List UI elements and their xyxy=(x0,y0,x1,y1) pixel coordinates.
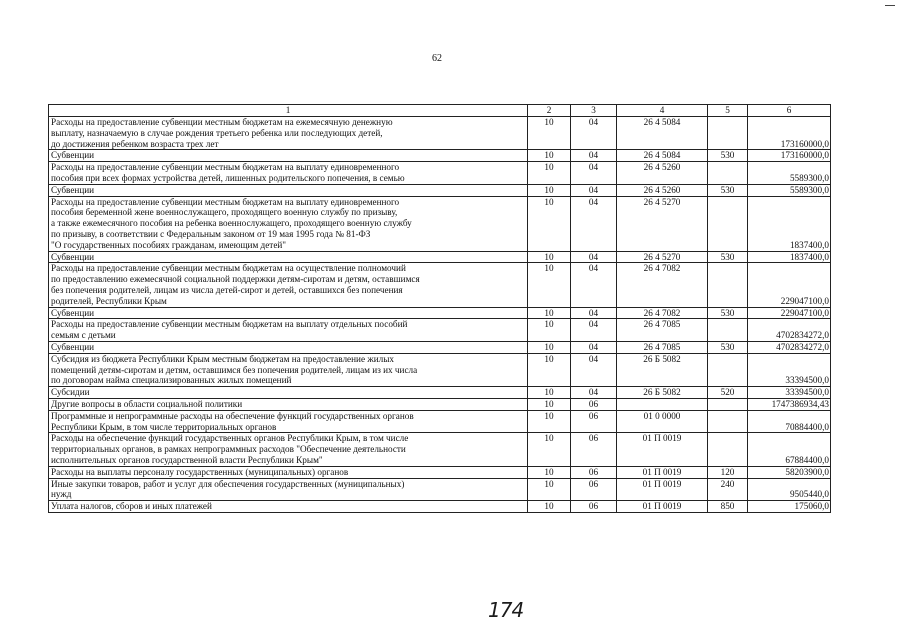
section-code: 10 xyxy=(528,117,571,150)
subsection-code: 04 xyxy=(571,307,617,319)
amount: 67884400,0 xyxy=(748,433,831,466)
target-article-code: 26 4 5260 xyxy=(617,162,708,185)
section-code: 10 xyxy=(528,196,571,251)
expense-type-code: 530 xyxy=(708,251,748,263)
subsection-code: 04 xyxy=(571,341,617,353)
target-article-code: 26 Б 5082 xyxy=(617,387,708,399)
description-line: Субвенции xyxy=(51,307,95,318)
description-line: Субвенции xyxy=(51,251,95,262)
description-line: а также ежемесячного пособия на ребенка военнослужащего, проходящего военную службу xyxy=(51,218,412,229)
description-line: "О государственных пособиях гражданам, имеющим детей" xyxy=(51,239,287,250)
description-line: семьям с детьми xyxy=(51,330,116,341)
description-line: родителей, Республики Крым xyxy=(51,295,167,306)
column-header: 4 xyxy=(617,105,708,117)
description-line: Расходы на предоставление субвенции местным бюджетам на выплату единовременного xyxy=(51,162,400,173)
corner-mark xyxy=(885,5,895,6)
expense-type-code: 530 xyxy=(708,184,748,196)
section-code: 10 xyxy=(528,478,571,501)
section-code: 10 xyxy=(528,184,571,196)
section-code: 10 xyxy=(528,353,571,386)
description-line: Расходы на обеспечение функций государственных органов Республики Крым, в том числе xyxy=(51,433,409,444)
expense-type-code xyxy=(708,263,748,307)
column-header: 2 xyxy=(528,105,571,117)
description-line: выплату, назначаемую в случае рождения третьего ребенка или последующих детей, xyxy=(51,127,383,138)
subsection-code: 04 xyxy=(571,150,617,162)
table-row xyxy=(49,398,831,410)
subsection-code: 04 xyxy=(571,162,617,185)
amount: 1837400,0 xyxy=(748,196,831,251)
section-code: 10 xyxy=(528,150,571,162)
row-description xyxy=(49,478,528,501)
amount: 58203900,0 xyxy=(748,466,831,478)
section-code: 10 xyxy=(528,433,571,466)
table-row xyxy=(49,184,831,196)
row-description xyxy=(49,341,528,353)
table-row xyxy=(49,150,831,162)
description-line: пособия при всех формах устройства детей, лишенных родительского попечения, в семью xyxy=(51,172,405,183)
row-description xyxy=(49,387,528,399)
table-row xyxy=(49,501,831,513)
target-article-code: 26 4 7082 xyxy=(617,263,708,307)
description-line: по договорам найма специализированных жилых помещений xyxy=(51,375,292,386)
amount: 173160000,0 xyxy=(748,117,831,150)
description-line: пособия беременной жене военнослужащего, проходящего военную службу по призыву, xyxy=(51,207,398,218)
description-line: помещений детям-сиротам и детям, оставшимся без попечения родителей, лицам из их числа xyxy=(51,364,418,375)
expense-type-code xyxy=(708,162,748,185)
amount: 229047100,0 xyxy=(748,307,831,319)
header-row xyxy=(49,105,831,117)
expense-type-code: 120 xyxy=(708,466,748,478)
expense-type-code: 520 xyxy=(708,387,748,399)
row-description xyxy=(49,150,528,162)
page-number: 62 xyxy=(432,53,442,64)
row-description xyxy=(49,319,528,342)
amount: 229047100,0 xyxy=(748,263,831,307)
expense-type-code xyxy=(708,433,748,466)
subsection-code: 06 xyxy=(571,466,617,478)
description-line: территориальных органов, в рамках непрограммных расходов "Обеспечение деятельности xyxy=(51,444,406,455)
section-code: 10 xyxy=(528,162,571,185)
target-article-code: 01 П 0019 xyxy=(617,433,708,466)
row-description xyxy=(49,196,528,251)
subsection-code: 04 xyxy=(571,353,617,386)
table-row xyxy=(49,410,831,433)
table-row xyxy=(49,341,831,353)
expense-type-code: 240 xyxy=(708,478,748,501)
amount: 70884400,0 xyxy=(748,410,831,433)
expense-type-code: 530 xyxy=(708,341,748,353)
description-line: Субвенции xyxy=(51,184,95,195)
target-article-code: 26 Б 5082 xyxy=(617,353,708,386)
description-line: по призыву, в соответствии с Федеральным законом от 19 мая 1995 года № 81-ФЗ xyxy=(51,228,371,239)
expense-type-code xyxy=(708,410,748,433)
table-row xyxy=(49,117,831,150)
amount: 5589300,0 xyxy=(748,162,831,185)
table-row xyxy=(49,387,831,399)
description-line: до достижения ребенком возраста трех лет xyxy=(51,138,219,149)
table-row xyxy=(49,478,831,501)
description-line: Другие вопросы в области социальной политики xyxy=(51,398,243,409)
description-line: Расходы на предоставление субвенции местным бюджетам на выплату единовременного xyxy=(51,196,400,207)
target-article-code: 01 П 0019 xyxy=(617,501,708,513)
subsection-code: 06 xyxy=(571,501,617,513)
handwritten-page-number: 174 xyxy=(488,598,524,622)
amount: 1747386934,43 xyxy=(748,398,831,410)
expense-type-code xyxy=(708,353,748,386)
row-description xyxy=(49,263,528,307)
table-row xyxy=(49,353,831,386)
target-article-code xyxy=(617,398,708,410)
description-line: без попечения родителей, лицам из числа детей-сирот и детей, оставшихся без попечения xyxy=(51,284,403,295)
subsection-code: 04 xyxy=(571,387,617,399)
table-body xyxy=(49,117,831,513)
table-row xyxy=(49,307,831,319)
table-row xyxy=(49,466,831,478)
amount: 4702834272,0 xyxy=(748,341,831,353)
description-line: нужд xyxy=(51,489,72,500)
section-code: 10 xyxy=(528,319,571,342)
amount: 1837400,0 xyxy=(748,251,831,263)
subsection-code: 04 xyxy=(571,184,617,196)
expense-type-code: 530 xyxy=(708,307,748,319)
row-description xyxy=(49,117,528,150)
section-code: 10 xyxy=(528,387,571,399)
amount: 173160000,0 xyxy=(748,150,831,162)
column-header: 3 xyxy=(571,105,617,117)
row-description xyxy=(49,251,528,263)
description-line: по предоставлению ежемесячной социальной поддержки детям-сиротам и детям, оставшимся xyxy=(51,274,420,285)
section-code: 10 xyxy=(528,398,571,410)
row-description xyxy=(49,410,528,433)
subsection-code: 04 xyxy=(571,319,617,342)
description-line: Расходы на предоставление субвенции местным бюджетам на ежемесячную денежную xyxy=(51,117,393,127)
description-line: Субсидия из бюджета Республики Крым местным бюджетам на предоставление жилых xyxy=(51,353,394,364)
column-header: 5 xyxy=(708,105,748,117)
amount: 5589300,0 xyxy=(748,184,831,196)
target-article-code: 26 4 5260 xyxy=(617,184,708,196)
section-code: 10 xyxy=(528,466,571,478)
description-line: Уплата налогов, сборов и иных платежей xyxy=(51,501,212,512)
target-article-code: 01 П 0019 xyxy=(617,466,708,478)
section-code: 10 xyxy=(528,251,571,263)
description-line: Расходы на предоставление субвенции местным бюджетам на выплату отдельных пособий xyxy=(51,319,408,330)
description-line: Субвенции xyxy=(51,341,95,352)
amount: 33394500,0 xyxy=(748,353,831,386)
table-row xyxy=(49,433,831,466)
target-article-code: 26 4 7085 xyxy=(617,319,708,342)
target-article-code: 01 0 0000 xyxy=(617,410,708,433)
target-article-code: 26 4 7082 xyxy=(617,307,708,319)
description-line: Иные закупки товаров, работ и услуг для обеспечения государственных (муниципальных) xyxy=(51,478,405,489)
row-description xyxy=(49,162,528,185)
target-article-code: 26 4 7085 xyxy=(617,341,708,353)
row-description xyxy=(49,307,528,319)
description-line: исполнительных органов государственной власти Республики Крым" xyxy=(51,454,323,465)
description-line: Субвенции xyxy=(51,150,95,161)
table-row xyxy=(49,251,831,263)
subsection-code: 04 xyxy=(571,251,617,263)
table-row xyxy=(49,319,831,342)
row-description xyxy=(49,466,528,478)
amount: 9505440,0 xyxy=(748,478,831,501)
target-article-code: 26 4 5084 xyxy=(617,117,708,150)
description-line: Программные и непрограммные расходы на обеспечение функций государственных органов xyxy=(51,410,414,421)
description-line: Расходы на выплаты персоналу государственных (муниципальных) органов xyxy=(51,466,349,477)
subsection-code: 06 xyxy=(571,478,617,501)
subsection-code: 04 xyxy=(571,196,617,251)
target-article-code: 01 П 0019 xyxy=(617,478,708,501)
section-code: 10 xyxy=(528,410,571,433)
row-description xyxy=(49,433,528,466)
expense-type-code xyxy=(708,117,748,150)
description-line: Субсидии xyxy=(51,387,90,398)
table-row xyxy=(49,162,831,185)
amount: 33394500,0 xyxy=(748,387,831,399)
amount: 4702834272,0 xyxy=(748,319,831,342)
subsection-code: 04 xyxy=(571,263,617,307)
column-header: 1 xyxy=(49,105,528,117)
expense-type-code: 530 xyxy=(708,150,748,162)
section-code: 10 xyxy=(528,263,571,307)
row-description xyxy=(49,184,528,196)
section-code: 10 xyxy=(528,501,571,513)
section-code: 10 xyxy=(528,341,571,353)
column-header: 6 xyxy=(748,105,831,117)
table-row xyxy=(49,196,831,251)
subsection-code: 06 xyxy=(571,398,617,410)
subsection-code: 06 xyxy=(571,433,617,466)
table-row xyxy=(49,263,831,307)
row-description xyxy=(49,398,528,410)
expense-type-code xyxy=(708,196,748,251)
description-line: Республики Крым, в том числе территориальных органов xyxy=(51,421,277,432)
target-article-code: 26 4 5084 xyxy=(617,150,708,162)
subsection-code: 06 xyxy=(571,410,617,433)
row-description xyxy=(49,501,528,513)
section-code: 10 xyxy=(528,307,571,319)
row-description xyxy=(49,353,528,386)
amount: 175060,0 xyxy=(748,501,831,513)
target-article-code: 26 4 5270 xyxy=(617,251,708,263)
expense-type-code: 850 xyxy=(708,501,748,513)
expense-type-code xyxy=(708,319,748,342)
target-article-code: 26 4 5270 xyxy=(617,196,708,251)
subsection-code: 04 xyxy=(571,117,617,150)
expense-type-code xyxy=(708,398,748,410)
description-line: Расходы на предоставление субвенции местным бюджетам на осуществление полномочий xyxy=(51,263,406,274)
budget-table xyxy=(48,104,831,513)
